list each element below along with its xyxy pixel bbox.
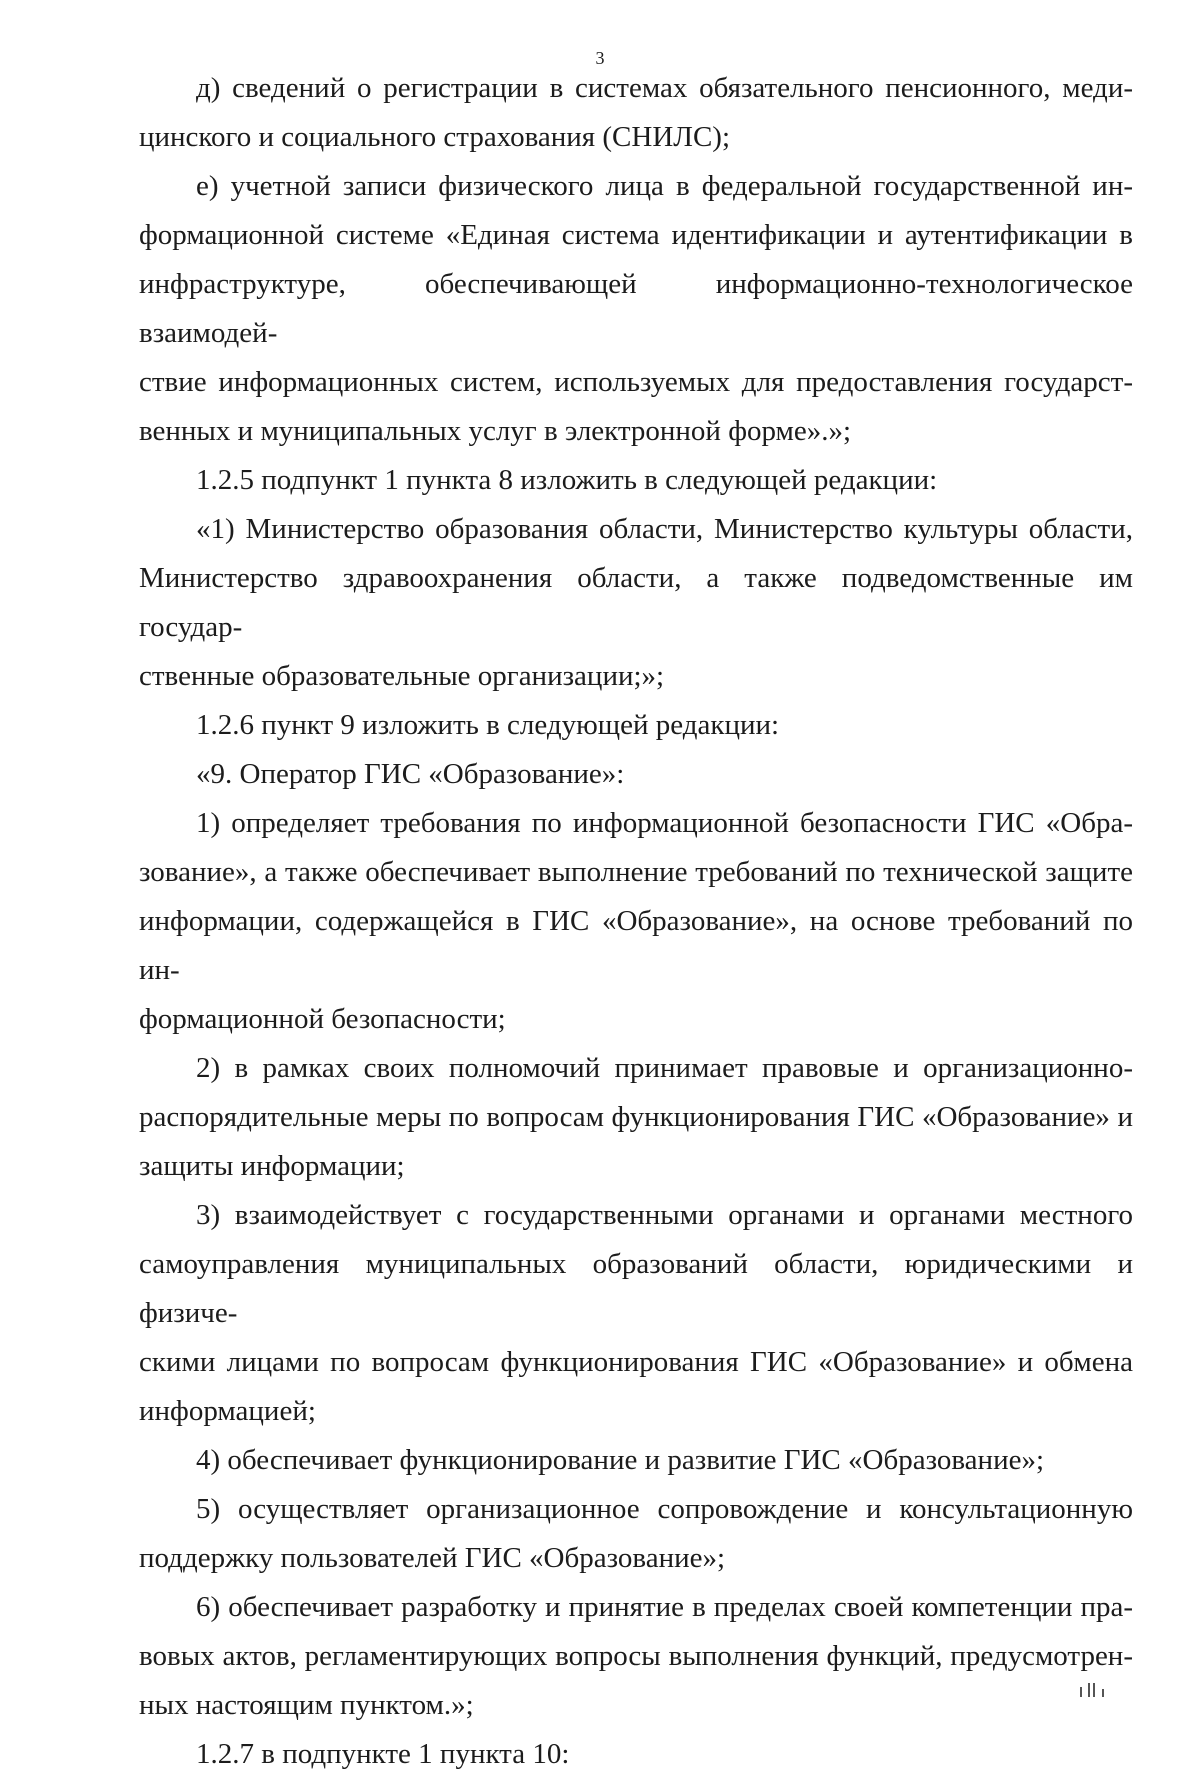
paragraph-item-2-measures: [139, 1044, 1133, 1191]
text-line: формационной системе «Единая система идентификации и аутентификации в: [139, 219, 1133, 251]
paragraph-operator-heading: [139, 750, 1133, 799]
paragraph-item-5-support: [139, 1485, 1133, 1583]
text-line: 5) осуществляет организационное сопровождение и консультационную: [196, 1493, 1133, 1525]
page-number: 3: [595, 48, 605, 68]
paragraph-1-2-5: [139, 456, 1133, 505]
text-line: ных настоящим пунктом.»;: [139, 1689, 474, 1721]
text-line: «1) Министерство образования области, Министерство культуры области,: [196, 513, 1133, 545]
text-line: формационной безопасности;: [139, 1003, 506, 1035]
text-line: вовых актов, регламентирующих вопросы выполнения функций, предусмотрен-: [139, 1640, 1133, 1672]
text-line: 1) определяет требования по информационной безопасности ГИС «Обра-: [196, 807, 1133, 839]
text-line: зование», а также обеспечивает выполнение требований по технической защите: [139, 856, 1133, 888]
text-line: защиты информации;: [139, 1150, 405, 1182]
paragraph-ministries: [139, 505, 1133, 701]
text-line: ствие информационных систем, используемых для предоставления государст-: [139, 366, 1133, 398]
text-line: инфраструктуре, обеспечивающей информационно-технологическое взаимодей-: [139, 268, 1133, 349]
paragraph-item-3-interaction: [139, 1191, 1133, 1436]
text-line: е) учетной записи физического лица в федеральной государственной ин-: [196, 170, 1133, 202]
text-line: цинского и социального страхования (СНИЛС);: [139, 121, 731, 153]
text-line: 1.2.5 подпункт 1 пункта 8 изложить в следующей редакции:: [196, 464, 938, 496]
text-line: д) сведений о регистрации в системах обязательного пенсионного, меди-: [196, 72, 1133, 104]
scan-artifact-marks: [1080, 1683, 1120, 1697]
text-line: 6) обеспечивает разработку и принятие в пределах своей компетенции пра-: [196, 1591, 1133, 1623]
text-line: 1.2.7 в подпункте 1 пункта 10:: [196, 1738, 570, 1770]
paragraph-1-2-7: [139, 1730, 1133, 1779]
paragraph-item-1-security: [139, 799, 1133, 1044]
text-line: Министерство здравоохранения области, а также подведомственные им государ-: [139, 562, 1133, 643]
text-line: 2) в рамках своих полномочий принимает правовые и организационно-: [196, 1052, 1133, 1084]
document-body: [139, 64, 1133, 1779]
text-line: 1.2.6 пункт 9 изложить в следующей редакции:: [196, 709, 780, 741]
text-line: «9. Оператор ГИС «Образование»:: [196, 758, 625, 790]
text-line: 4) обеспечивает функционирование и развитие ГИС «Образование»;: [196, 1444, 1045, 1476]
text-line: распорядительные меры по вопросам функционирования ГИС «Образование» и: [139, 1101, 1133, 1133]
paragraph-item-4-functioning: [139, 1436, 1133, 1485]
paragraph-e-esia-account: [139, 162, 1133, 456]
paragraph-item-6-legal-acts: [139, 1583, 1133, 1730]
paragraph-d-snils: [139, 64, 1133, 162]
text-line: венных и муниципальных услуг в электронной форме».»;: [139, 415, 852, 447]
text-line: информации, содержащейся в ГИС «Образование», на основе требований по ин-: [139, 905, 1133, 986]
text-line: самоуправления муниципальных образований области, юридическими и физиче-: [139, 1248, 1133, 1329]
text-line: поддержку пользователей ГИС «Образование»;: [139, 1542, 726, 1574]
paragraph-1-2-6: [139, 701, 1133, 750]
text-line: ственные образовательные организации;»;: [139, 660, 665, 692]
text-line: скими лицами по вопросам функционирования ГИС «Образование» и обмена: [139, 1346, 1133, 1378]
text-line: информацией;: [139, 1395, 316, 1427]
text-line: 3) взаимодействует с государственными органами и органами местного: [196, 1199, 1133, 1231]
